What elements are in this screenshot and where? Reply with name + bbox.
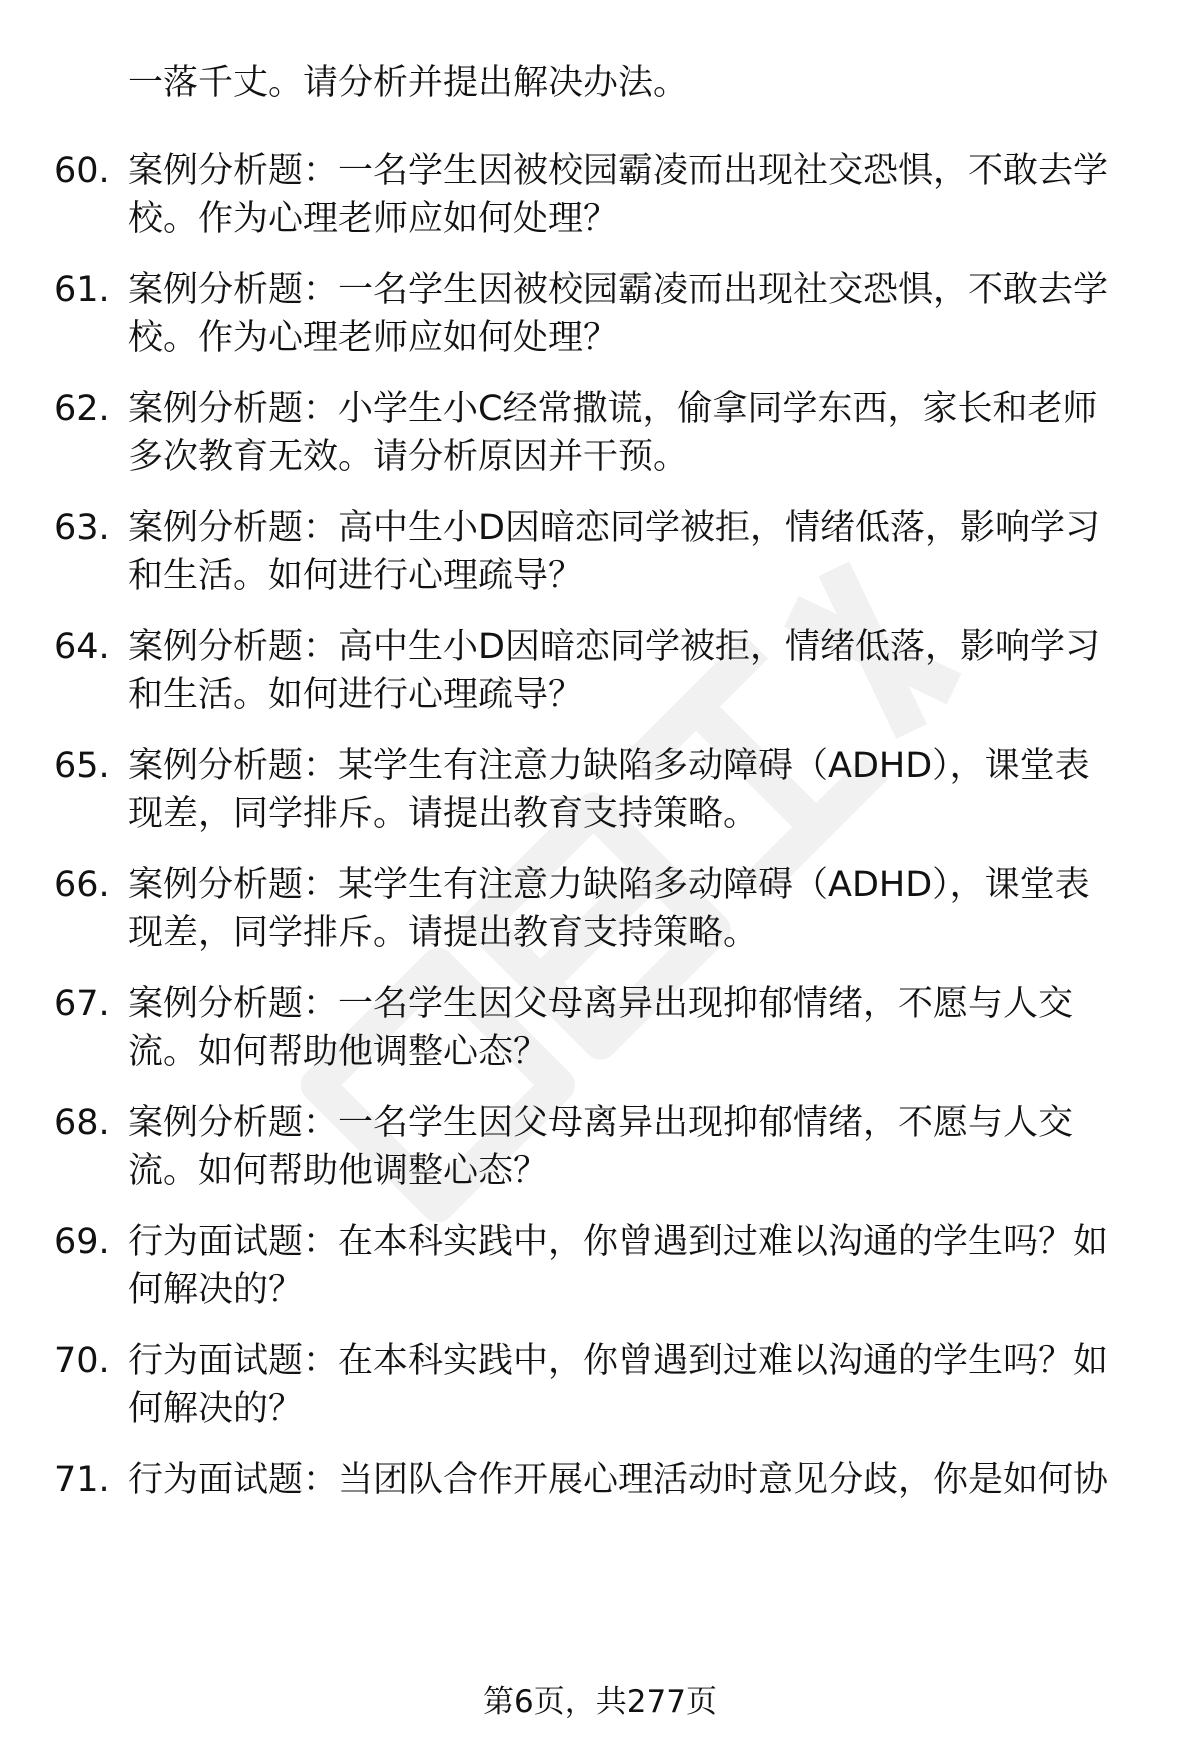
question-text-line2: 现差，同学排斥。请提出教育支持策略。 bbox=[128, 794, 759, 834]
question-text-line1: 案例分析题：一名学生因父母离异出现抑郁情绪，不愿与人交 bbox=[128, 984, 1074, 1024]
question-text-line2: 流。如何帮助他调整心态？ bbox=[128, 1151, 549, 1191]
question-text-line2: 多次教育无效。请分析原因并干预。 bbox=[128, 437, 689, 477]
question-text-line2: 何解决的？ bbox=[128, 1389, 304, 1429]
question-number: 68. bbox=[54, 1103, 110, 1143]
question-text-line2: 和生活。如何进行心理疏导？ bbox=[128, 675, 584, 715]
question-number: 71. bbox=[54, 1460, 110, 1500]
question-text-line2: 校。作为心理老师应如何处理？ bbox=[128, 199, 619, 239]
question-number: 61. bbox=[54, 270, 110, 310]
question-number: 66. bbox=[54, 865, 110, 905]
question-number: 60. bbox=[54, 151, 110, 191]
question-number: 65. bbox=[54, 746, 110, 786]
question-text-line2: 何解决的？ bbox=[128, 1270, 304, 1310]
question-text-line1: 行为面试题：在本科实践中，你曾遇到过难以沟通的学生吗？如 bbox=[128, 1222, 1109, 1262]
question-number: 70. bbox=[54, 1341, 110, 1381]
question-text-line1: 案例分析题：某学生有注意力缺陷多动障碍（ADHD），课堂表 bbox=[128, 865, 1090, 905]
question-text-line1: 案例分析题：高中生小D因暗恋同学被拒，情绪低落，影响学习 bbox=[128, 508, 1100, 548]
question-number: 69. bbox=[54, 1222, 110, 1262]
question-text-line1: 案例分析题：高中生小D因暗恋同学被拒，情绪低落，影响学习 bbox=[128, 627, 1100, 667]
question-text-line1: 案例分析题：一名学生因被校园霸凌而出现社交恐惧，不敢去学 bbox=[128, 270, 1109, 310]
question-text-line1: 案例分析题：小学生小C经常撒谎，偷拿同学东西，家长和老师 bbox=[128, 389, 1098, 429]
question-text-line2: 流。如何帮助他调整心态？ bbox=[128, 1032, 549, 1072]
page-footer: 第6页，共277页 bbox=[483, 1684, 717, 1720]
question-number: 63. bbox=[54, 508, 110, 548]
question-text-line2: 现差，同学排斥。请提出教育支持策略。 bbox=[128, 913, 759, 953]
question-number: 62. bbox=[54, 389, 110, 429]
question-text-line1: 案例分析题：一名学生因被校园霸凌而出现社交恐惧，不敢去学 bbox=[128, 151, 1109, 191]
question-text-line1: 案例分析题：一名学生因父母离异出现抑郁情绪，不愿与人交 bbox=[128, 1103, 1074, 1143]
continuation-text: 一落千丈。请分析并提出解决办法。 bbox=[128, 63, 689, 103]
question-text-line1: 行为面试题：在本科实践中，你曾遇到过难以沟通的学生吗？如 bbox=[128, 1341, 1109, 1381]
question-number: 67. bbox=[54, 984, 110, 1024]
question-text-line2: 和生活。如何进行心理疏导？ bbox=[128, 556, 584, 596]
question-text-line1: 行为面试题：当团队合作开展心理活动时意见分歧，你是如何协 bbox=[128, 1460, 1109, 1500]
question-number: 64. bbox=[54, 627, 110, 667]
question-text-line2: 校。作为心理老师应如何处理？ bbox=[128, 318, 619, 358]
question-text-line1: 案例分析题：某学生有注意力缺陷多动障碍（ADHD），课堂表 bbox=[128, 746, 1090, 786]
